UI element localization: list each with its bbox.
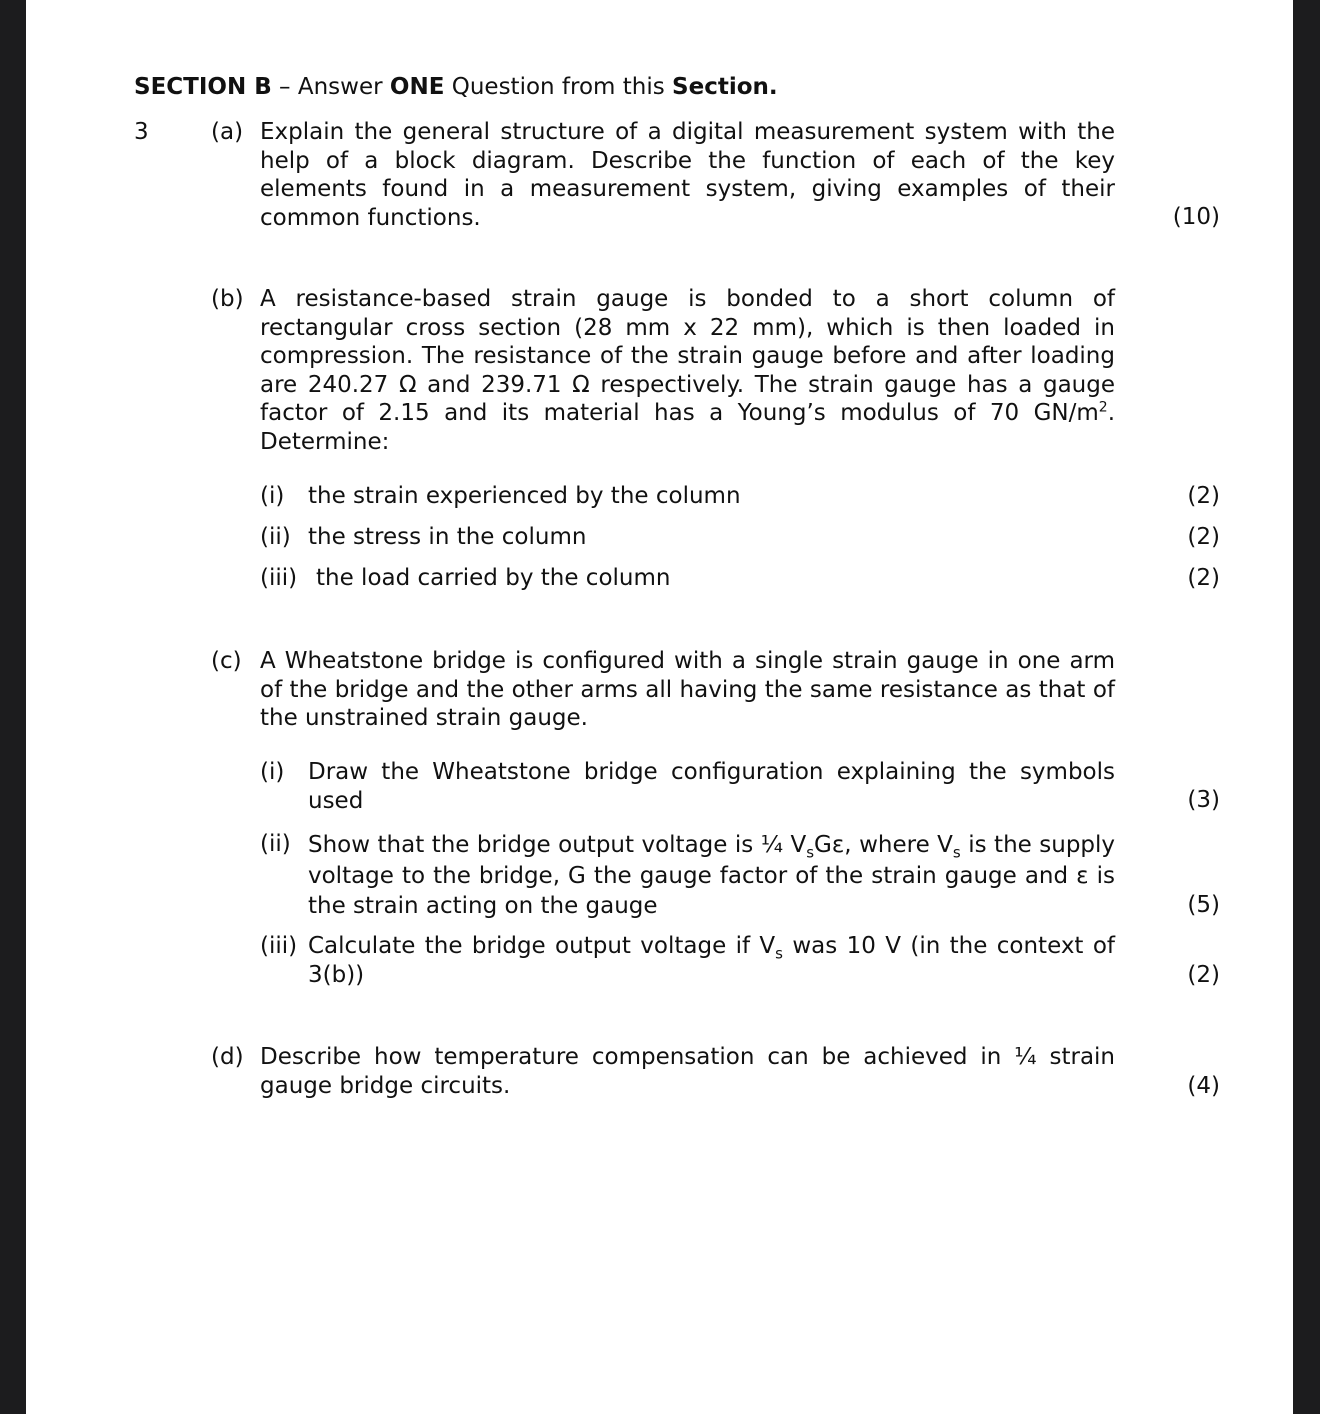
part-c-ii-label: (ii) — [260, 831, 291, 857]
part-c-iii-text-1: Calculate the bridge output voltage if V — [308, 933, 776, 959]
part-c-ii-sub-s2: s — [952, 843, 961, 862]
section-heading — [134, 73, 778, 102]
part-b-i-text: the strain experienced by the column — [308, 483, 741, 509]
question-number: 3 — [134, 119, 149, 145]
part-b-i-label: (i) — [260, 483, 285, 509]
part-b-iii-text: the load carried by the column — [316, 565, 671, 591]
part-c-ii-marks: (5) — [1187, 892, 1220, 918]
section-title-mid: – Answer — [271, 74, 390, 100]
part-b-iii-marks: (2) — [1187, 565, 1220, 591]
part-c-ii-sub-s1: s — [806, 843, 815, 862]
part-c-i-label: (i) — [260, 759, 285, 785]
part-b-i-marks: (2) — [1187, 483, 1220, 509]
part-c-iii-sub-s: s — [775, 944, 783, 963]
part-c-iii-label: (iii) — [260, 933, 298, 959]
part-b-text-2: . Determine: — [260, 400, 1115, 455]
section-title-rest: Question from this — [444, 74, 673, 100]
part-b-text-1: A resistance-based strain gauge is bonded to a short column of rectangular cross section (28 mm x 22 mm), which is then loaded in compression. The resistance of the strain gauge before and after loading are 240.27 Ω and 239.71 Ω respectively. The strain gauge has a gauge factor of 2.15 and its material has a Young’s modulus of 70 GN/m — [260, 286, 1115, 427]
part-c-iii-marks: (2) — [1187, 962, 1220, 988]
exam-page — [26, 0, 1293, 1414]
part-d-label: (d) — [211, 1044, 244, 1070]
part-c-ii-text-1: Show that the bridge output voltage is ¼ V — [308, 832, 807, 858]
part-a-text: Explain the general structure of a digital measurement system with the help of a block diagram. Describe the function of each of the key elements found in a measurement system, giving examples of their common functions. — [260, 119, 1115, 231]
part-c-ii-text — [308, 830, 1115, 922]
part-c-label: (c) — [211, 648, 242, 674]
part-c-ii-text-2: Gε, where V — [814, 832, 953, 858]
part-b-label: (b) — [211, 286, 244, 312]
section-title-bold: SECTION B — [134, 74, 272, 100]
part-c-text: A Wheatstone bridge is configured with a single strain gauge in one arm of the bridge and the other arms all having the same resistance as that of the unstrained strain gauge. — [260, 648, 1115, 732]
part-d-text: Describe how temperature compensation can be achieved in ¼ strain gauge bridge circuits. — [260, 1044, 1115, 1099]
part-d-marks: (4) — [1187, 1073, 1220, 1099]
part-c-iii-text-2: was 10 V (in the context of 3(b)) — [308, 933, 1115, 988]
part-a-marks: (10) — [1172, 204, 1220, 230]
part-b-ii-text: the stress in the column — [308, 524, 587, 550]
part-c-i-marks: (3) — [1187, 787, 1220, 813]
section-word: Section. — [672, 74, 778, 100]
part-b-superscript: 2 — [1098, 399, 1108, 416]
part-c-ii-text-3: is the supply voltage to the bridge, G the gauge factor of the strain gauge and ε is the strain acting on the gauge — [308, 832, 1116, 919]
part-a-label: (a) — [211, 119, 244, 145]
part-b-text — [260, 285, 1115, 457]
part-c-i-text: Draw the Wheatstone bridge configuration explaining the symbols used — [308, 759, 1115, 814]
part-b-ii-marks: (2) — [1187, 524, 1220, 550]
section-one: ONE — [389, 74, 445, 100]
part-c-iii-text — [308, 932, 1115, 989]
part-b-ii-label: (ii) — [260, 524, 291, 550]
part-b-iii-label: (iii) — [260, 565, 298, 591]
